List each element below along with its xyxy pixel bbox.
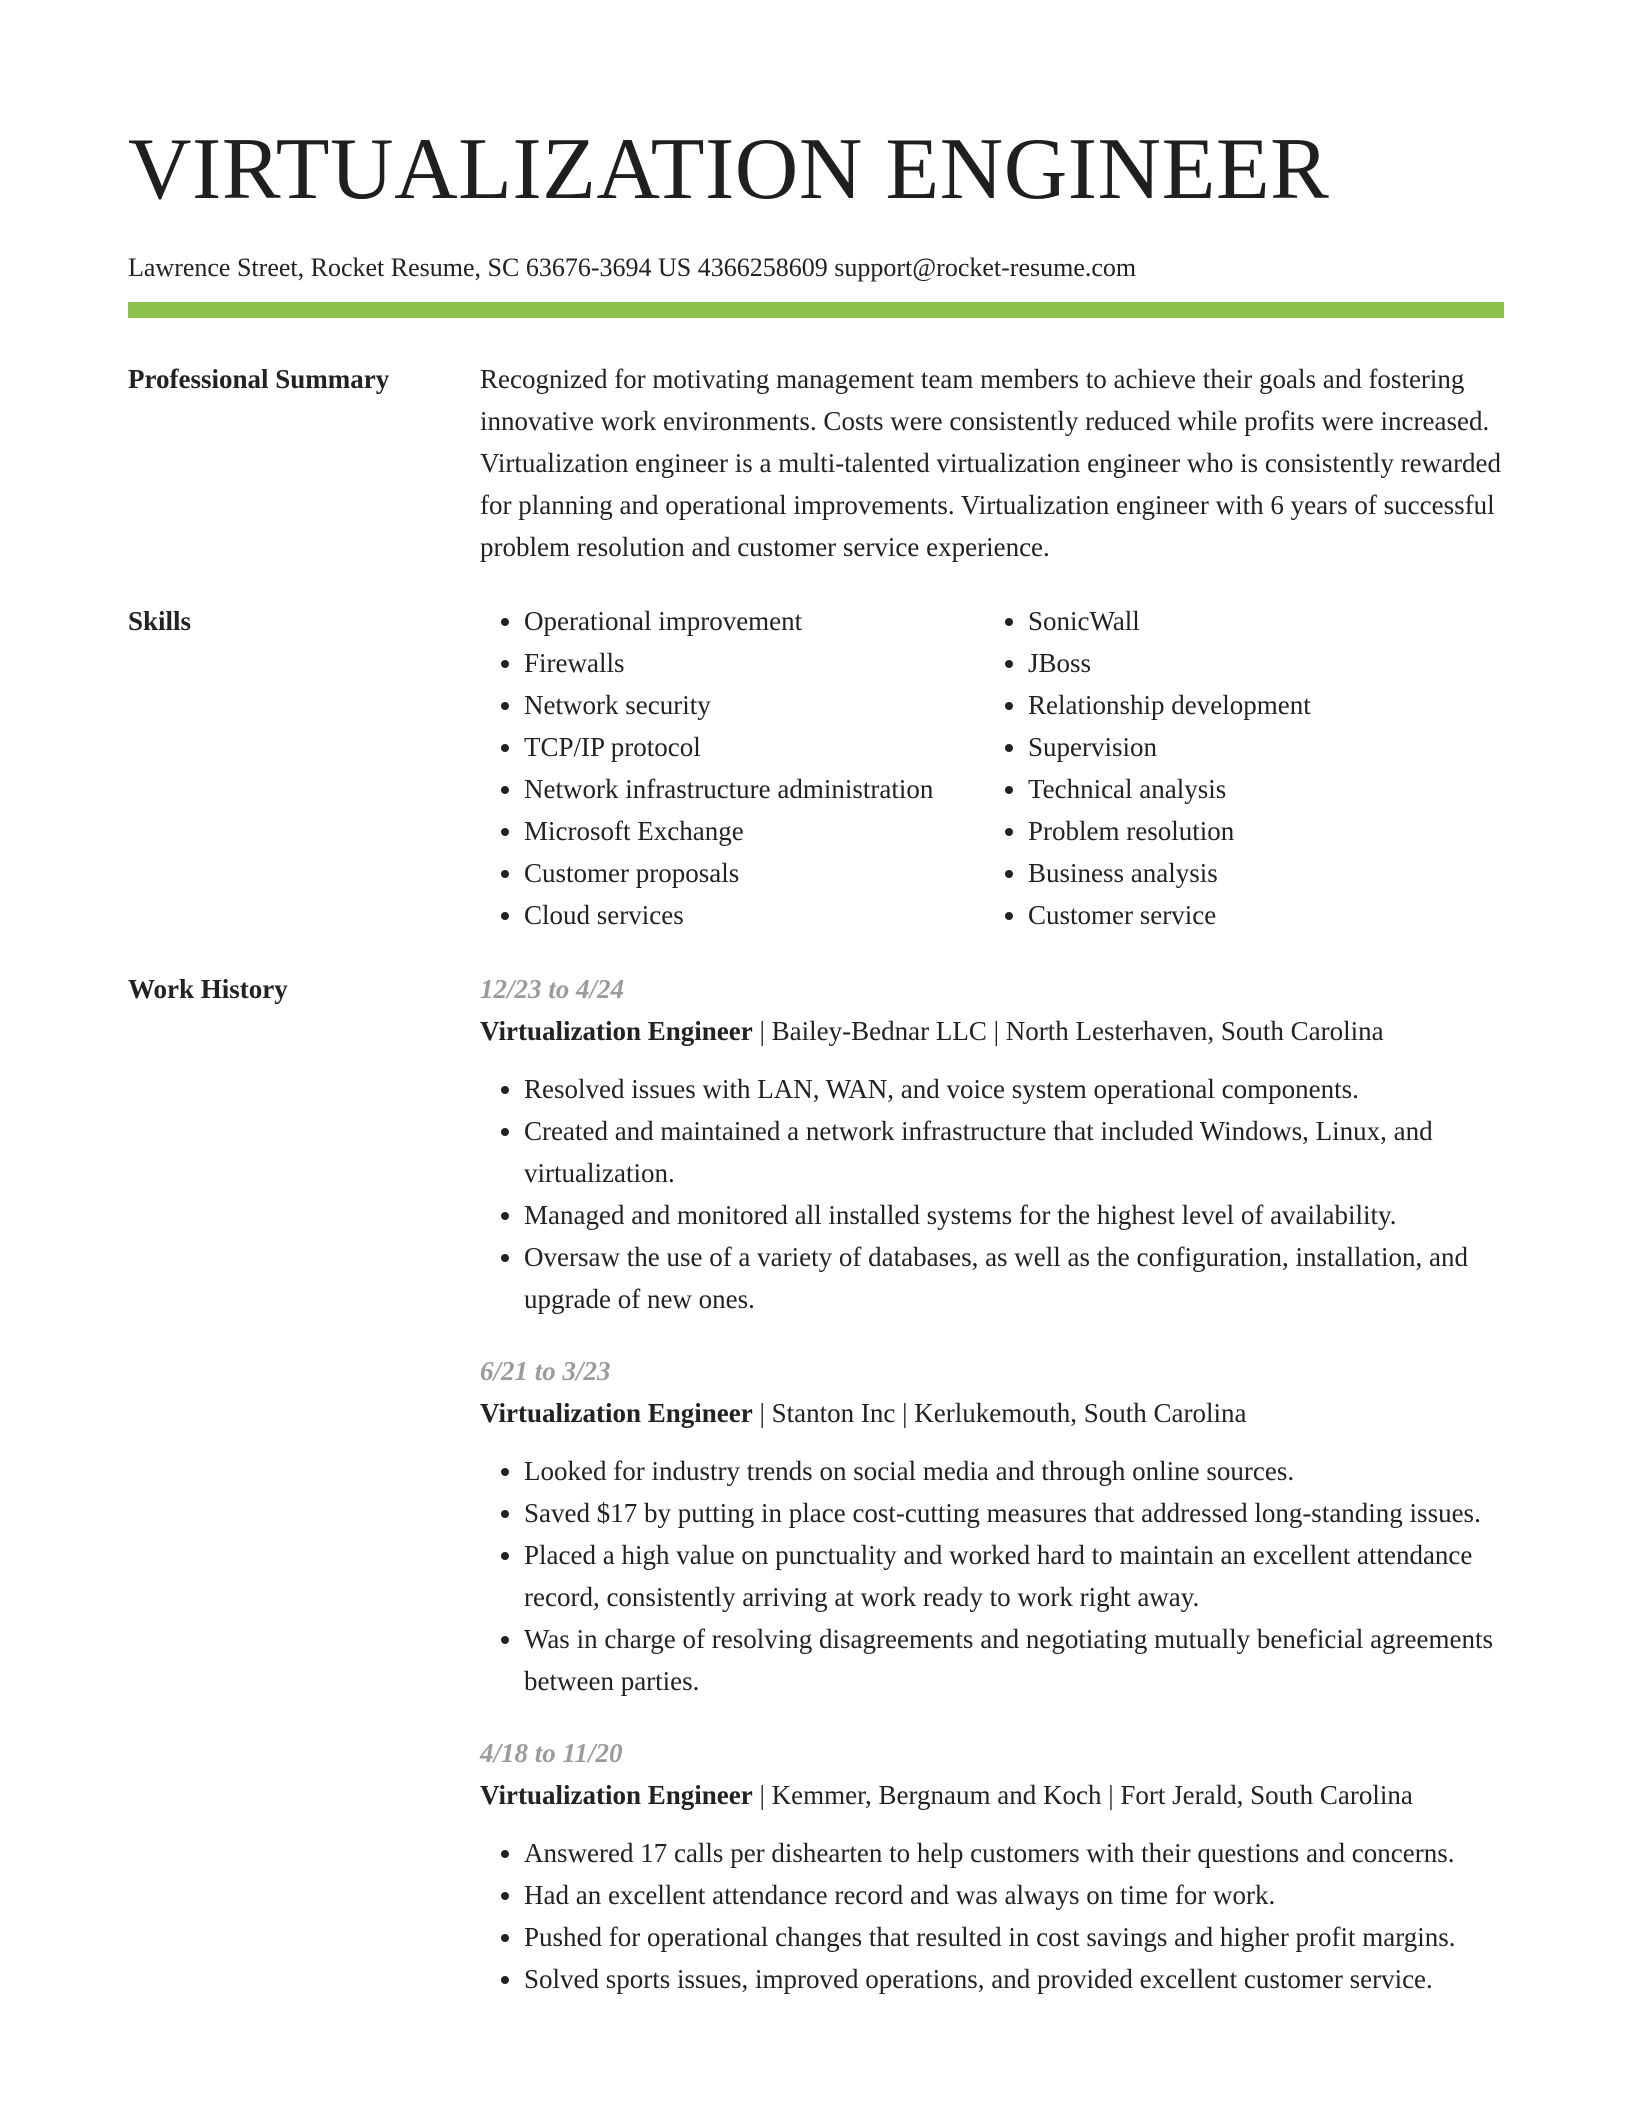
section-body bbox=[480, 968, 1504, 2030]
job-details: | Bailey-Bednar LLC | North Lesterhaven, South Carolina bbox=[752, 1016, 1384, 1046]
contact-info: Lawrence Street, Rocket Resume, SC 63676-3694 US 4366258609 support@rocket-resume.com bbox=[128, 253, 1137, 282]
job-title: Virtualization Engineer bbox=[480, 1780, 753, 1810]
skill-item: • Network security bbox=[524, 684, 984, 726]
professional-summary-section bbox=[128, 358, 1504, 568]
accent-divider bbox=[128, 302, 1504, 318]
skill-item: • Problem resolution bbox=[1028, 810, 1311, 852]
job-title: Virtualization Engineer bbox=[480, 1016, 753, 1046]
section-heading: Work History bbox=[128, 974, 288, 1004]
skill-item: • Relationship development bbox=[1028, 684, 1311, 726]
skill-item: • Network infrastructure administration bbox=[524, 768, 984, 810]
job-bullets bbox=[480, 1068, 1504, 1320]
skill-item: • Supervision bbox=[1028, 726, 1311, 768]
job-details: | Kemmer, Bergnaum and Koch | Fort Jerald, South Carolina bbox=[752, 1780, 1413, 1810]
job-bullets bbox=[480, 1450, 1504, 1702]
job-bullets bbox=[480, 1832, 1504, 2000]
job-bullet: • Looked for industry trends on social media and through online sources. bbox=[524, 1450, 1504, 1492]
skill-item: • Operational improvement bbox=[524, 600, 984, 642]
skill-item: • Customer service bbox=[1028, 894, 1311, 936]
skill-item: • TCP/IP protocol bbox=[524, 726, 984, 768]
section-heading: Professional Summary bbox=[128, 364, 390, 394]
job-bullet: • Placed a high value on punctuality and worked hard to maintain an excellent attendance record, consistently arriving at work ready to work right away. bbox=[524, 1534, 1504, 1618]
job-details: | Stanton Inc | Kerlukemouth, South Carolina bbox=[752, 1398, 1247, 1428]
skill-item: • Customer proposals bbox=[524, 852, 984, 894]
job-bullet: • Had an excellent attendance record and was always on time for work. bbox=[524, 1874, 1504, 1916]
section-body bbox=[480, 600, 1504, 936]
job-bullet: • Created and maintained a network infrastructure that included Windows, Linux, and virtualization. bbox=[524, 1110, 1504, 1194]
skill-item: • Cloud services bbox=[524, 894, 984, 936]
job-bullet: • Managed and monitored all installed systems for the highest level of availability. bbox=[524, 1194, 1504, 1236]
section-heading: Skills bbox=[128, 606, 192, 636]
job-title-line bbox=[480, 1774, 1504, 1816]
job-entry bbox=[480, 968, 1504, 1320]
skill-item: • Firewalls bbox=[524, 642, 984, 684]
job-bullet: • Answered 17 calls per dishearten to help customers with their questions and concerns. bbox=[524, 1832, 1504, 1874]
skill-item: • Technical analysis bbox=[1028, 768, 1311, 810]
job-title-line bbox=[480, 1010, 1504, 1052]
work-history-section bbox=[128, 968, 1504, 2030]
job-bullet: • Saved $17 by putting in place cost-cutting measures that addressed long-standing issues. bbox=[524, 1492, 1504, 1534]
job-dates: 12/23 to 4/24 bbox=[480, 974, 625, 1004]
job-bullet: • Solved sports issues, improved operations, and provided excellent customer service. bbox=[524, 1958, 1504, 2000]
job-bullet: • Pushed for operational changes that resulted in cost savings and higher profit margins. bbox=[524, 1916, 1504, 1958]
skill-item: • Business analysis bbox=[1028, 852, 1311, 894]
job-entry bbox=[480, 1350, 1504, 1702]
job-title: Virtualization Engineer bbox=[480, 1398, 753, 1428]
job-dates: 6/21 to 3/23 bbox=[480, 1356, 611, 1386]
job-bullet: • Resolved issues with LAN, WAN, and voice system operational components. bbox=[524, 1068, 1504, 1110]
resume-title: VIRTUALIZATION ENGINEER bbox=[128, 121, 1330, 218]
skill-item: • JBoss bbox=[1028, 642, 1311, 684]
job-bullet: • Oversaw the use of a variety of databases, as well as the configuration, installation, and upgrade of new ones. bbox=[524, 1236, 1504, 1320]
skill-item: • SonicWall bbox=[1028, 600, 1311, 642]
skills-section bbox=[128, 600, 1504, 936]
job-bullet: • Was in charge of resolving disagreements and negotiating mutually beneficial agreements between parties. bbox=[524, 1618, 1504, 1702]
skills-list-left bbox=[480, 600, 984, 936]
skills-grid bbox=[480, 600, 1504, 936]
skills-list-right bbox=[984, 600, 1311, 936]
job-entry bbox=[480, 1732, 1504, 2000]
job-title-line bbox=[480, 1392, 1504, 1434]
section-body bbox=[480, 358, 1504, 568]
resume-page bbox=[128, 0, 1504, 2030]
job-dates: 4/18 to 11/20 bbox=[480, 1738, 623, 1768]
summary-text: Recognized for motivating management team members to achieve their goals and fostering innovative work environments. Costs were consistently reduced while profits were increased. Virtualization engineer is a multi-talented virtualization engineer who is consistently rewarded for planning and operational improvements. Virtualization engineer with 6 years of successful problem resolution and customer service experience. bbox=[480, 364, 1502, 562]
skill-item: • Microsoft Exchange bbox=[524, 810, 984, 852]
